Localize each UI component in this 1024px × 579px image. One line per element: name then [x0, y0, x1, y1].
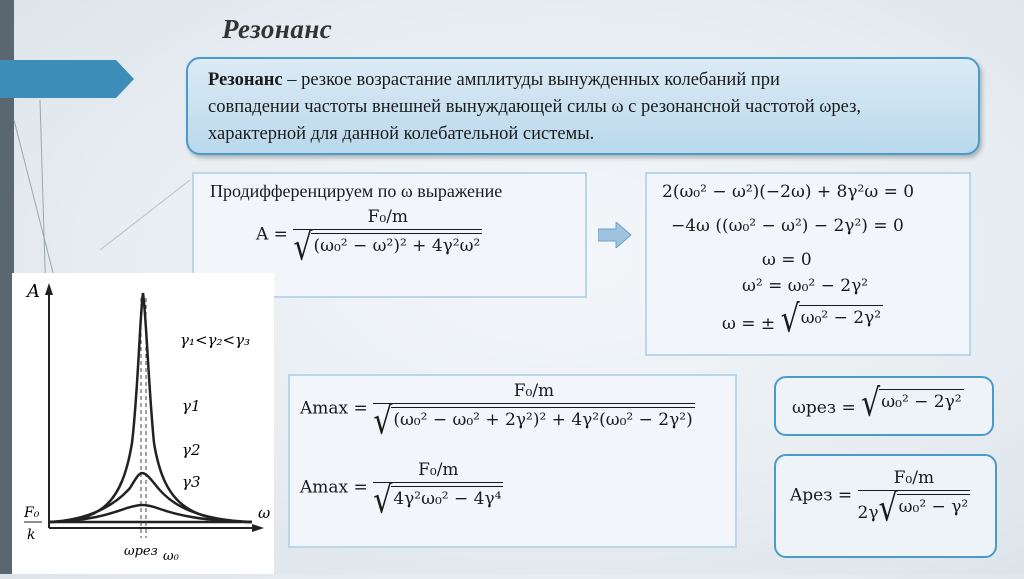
amplitude-fraction: F₀/m √ (ω₀² − ω²)² + 4γ²ω²	[293, 207, 481, 270]
definition-text-2: совпадении частоты внешней вынуждающей силы ω с резонансной частотой ωрез,	[208, 97, 862, 117]
y-axis-label: A	[27, 281, 40, 302]
amax-fraction-2: F₀/m √ 4γ²ω₀² − 4γ⁴	[373, 460, 502, 523]
definition-line-1	[208, 67, 962, 94]
amax-denominator-1: (ω₀² − ω₀² + 2γ²)² + 4γ²(ω₀² − 2γ²)	[391, 407, 694, 437]
definition-box	[186, 57, 980, 155]
resonance-amplitude-numerator: F₀/m	[893, 468, 935, 488]
resonance-frequency-radicand: ω₀² − 2γ²	[879, 389, 963, 419]
gamma-inequality: γ₁<γ₂<γ₃	[180, 331, 251, 349]
definition-term: Резонанс	[208, 70, 283, 90]
x-tick-natural: ω₀	[163, 549, 179, 564]
amax-formula-1	[300, 381, 695, 444]
title-arrow-tab	[0, 60, 134, 98]
amax-denominator-2: 4γ²ω₀² − 4γ⁴	[391, 486, 503, 516]
derivation-intro: Продифференцируем по ω выражение	[210, 181, 503, 201]
x-axis-arrow-icon	[252, 524, 264, 532]
step-5: ω = ± √ ω₀² − 2γ²	[722, 297, 882, 342]
resonance-curves-figure	[12, 273, 274, 574]
amax-numerator-1: F₀/m	[513, 381, 555, 401]
resonance-amplitude-formula	[790, 468, 970, 531]
resonance-frequency-lhs: ωрез =	[792, 398, 856, 418]
resonance-amplitude-lhs: Aрез =	[790, 485, 853, 506]
step-4: ω² = ω₀² − 2γ²	[742, 276, 869, 296]
amplitude-denominator: (ω₀² − ω²)² + 4γ²ω²	[311, 233, 482, 263]
amax-numerator-2: F₀/m	[418, 460, 459, 480]
definition-text-3: характерной для данной колебательной системы.	[208, 124, 595, 144]
label-gamma-1: γ1	[182, 397, 201, 415]
page-title: Резонанс	[222, 14, 333, 44]
amplitude-formula	[256, 207, 482, 270]
amax-lhs-2: Amax =	[300, 477, 368, 498]
x-axis-label: ω	[258, 504, 271, 522]
step-2: −4ω ((ω₀² − ω²) − 2γ²) = 0	[671, 216, 904, 236]
step-5-radicand: ω₀² − 2γ²	[799, 305, 883, 335]
k-label: k	[27, 527, 36, 543]
resonance-curves-svg	[12, 273, 274, 574]
amax-formula-2	[300, 460, 503, 523]
amplitude-numerator: F₀/m	[367, 207, 409, 227]
curve-gamma-1	[49, 293, 252, 522]
curve-gamma-3	[49, 505, 252, 522]
amax-fraction-1: F₀/m √ (ω₀² − ω₀² + 2γ²)² + 4γ²(ω₀² − 2γ²)	[373, 381, 693, 444]
definition-line-2	[208, 94, 962, 121]
y-axis-arrow-icon	[45, 283, 53, 295]
definition-line-3	[208, 121, 962, 148]
resonance-amplitude-den-prefix: 2γ	[857, 503, 879, 523]
resonance-amplitude-radicand: ω₀² − γ²	[897, 494, 971, 524]
definition-text-1: – резкое возрастание амплитуды вынужденных колебаний при	[287, 70, 780, 90]
f0-label: F₀	[24, 505, 40, 521]
step-5-lhs: ω = ±	[722, 314, 776, 334]
label-gamma-2: γ2	[182, 441, 201, 459]
step-3: ω = 0	[762, 250, 812, 270]
right-arrow-icon	[598, 222, 632, 248]
resonance-frequency-formula: ωрез = √ ω₀² − 2γ²	[792, 381, 962, 426]
label-gamma-3: γ3	[182, 473, 201, 491]
resonance-amplitude-fraction: F₀/m 2γ √ ω₀² − γ²	[857, 468, 969, 531]
curve-gamma-2	[49, 473, 252, 522]
amplitude-lhs: A =	[256, 224, 288, 245]
amax-lhs-1: Amax =	[300, 398, 368, 419]
step-1: 2(ω₀² − ω²)(−2ω) + 8γ²ω = 0	[662, 182, 915, 202]
x-tick-resonance: ωрез	[124, 544, 158, 559]
